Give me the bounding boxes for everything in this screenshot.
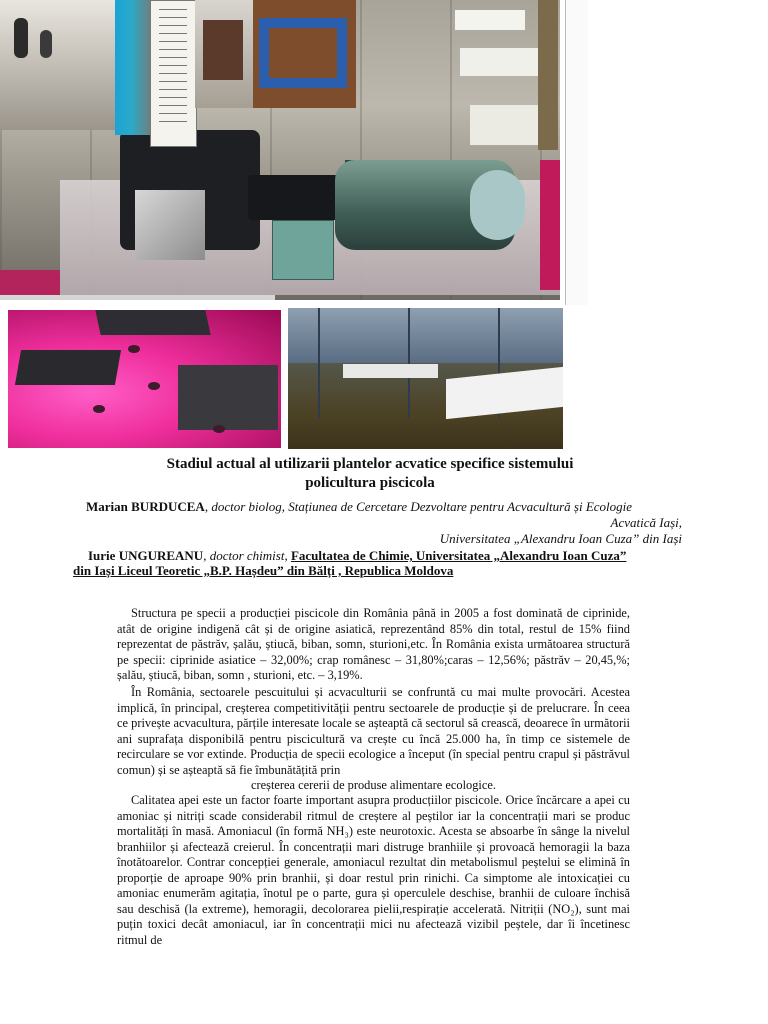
photo-border	[0, 295, 275, 300]
plant-leaf	[93, 405, 105, 413]
author-2-line-2	[73, 563, 673, 579]
plant-leaf	[128, 345, 140, 353]
blue-frame	[259, 18, 347, 88]
photo-pink-grow-lights	[8, 310, 281, 448]
motor-fan-cover	[470, 170, 525, 240]
title-line-2: policultura piscicola	[305, 475, 435, 491]
hanging-cable	[408, 308, 410, 418]
brown-component	[203, 20, 243, 80]
photo-blue-tank	[115, 0, 155, 135]
document-title	[60, 455, 680, 493]
author-1-name: Marian BURDUCEA	[86, 499, 205, 514]
author-2-affiliation: Facultatea de Chimie, Universitatea „Alexandru Ioan Cuza”	[290, 548, 627, 563]
photo-part	[195, 0, 253, 108]
control-box	[248, 175, 343, 220]
paragraph-3	[117, 793, 630, 948]
ceiling-light-reflection	[455, 10, 525, 30]
author-2-line	[88, 548, 688, 564]
plant-tray	[15, 350, 121, 385]
author-2-name: Iurie UNGUREANU	[88, 548, 204, 563]
photo-equipment-collage	[0, 0, 560, 300]
photo-blue-frame	[253, 0, 356, 108]
worker-figure	[40, 30, 52, 58]
plant-leaf	[213, 425, 225, 433]
author-1-affiliation-cont: Acvatică Iași,	[610, 515, 682, 530]
hanging-cable	[318, 308, 320, 418]
plant-tray	[178, 365, 278, 430]
switch-box	[272, 220, 334, 280]
worker-figure	[14, 18, 28, 58]
pink-light-strip	[0, 270, 60, 295]
paragraph-1	[117, 606, 630, 684]
author-1-line-3	[86, 531, 682, 547]
photo-edge	[538, 0, 558, 150]
ceiling-light-reflection	[460, 48, 540, 76]
paragraph-species-structure: Structura pe specii a producției piscicole din România până in 2005 a fost dominată de ciprinide, atât de origine indigenă cât și de origine asiatică, reprezentând 85% din total, restul de 15% fiind reprezentat de păstrăv, șalău, știucă, biban, somn, sturioni,etc. În România exista următoarea structură pe specii: ciprinide asiatice – 32,00%; crap românesc – 31,80%;caras – 12,56%; păstrăv – 20,45,%; șalău, știucă, biban, somn , sturioni, etc. – 3,19%.	[117, 606, 630, 682]
author-1-affiliation: doctor biolog, Stațiunea de Cercetare Dezvoltare pentru Acvacultură și Ecologie	[211, 499, 633, 514]
document-margin-strip	[565, 0, 588, 305]
ceiling-light-reflection	[470, 105, 540, 145]
author-1-separator: ,	[204, 499, 212, 514]
plant-leaf	[148, 382, 160, 390]
author-2-role: , doctor chimist,	[203, 548, 288, 563]
paragraph-2-end	[117, 778, 630, 794]
pink-light-strip	[540, 160, 560, 290]
paragraph-water-quality: Calitatea apei este un factor foarte important asupra producțiilor piscicole. Orice încărcare a apei cu amoniac și nitriți scade considerabil ritmul de creștere al peștilor iar la concentrații mari se produc mortalități în masă. Amoniacul (în formă NH₃) este neurotoxic. Acesta se absoarbe în sânge la nivelul branhiilor și afectează creierul. În concentrații mari distruge branhiile și provoacă hemoragii la baza înotătoarelor. Contrar concepției generale, amoniacul rezultat din metabolismul peștelui se elimină în proporție de aproape 90% prin branhii, și doar restul prin rinichi. Ca simptome ale intoxicației cu amoniac enumerăm agitația, înotul pe o parte, gura și operculele deschise, branhii de culoare închisă sau deschisă (la extreme), hemoragii, decolorarea pielii,respirație accelerată. Nitriții (NO₂), sunt mai puțin toxici decât amoniacul, iar în concentrații mici nu afectează vizibil peștele, dar îi încetinesc ritmul de	[117, 793, 630, 947]
photo-technical-drawing	[150, 0, 197, 147]
foil-wrap	[135, 190, 205, 260]
author-1-line-2	[86, 515, 682, 531]
paragraph-ecological-demand: creșterea cererii de produse alimentare ecologice.	[251, 778, 496, 792]
paragraph-challenges: În România, sectoarele pescuitului și acvaculturii se confruntă cu mai multe provocări. Acestea implică, în principal, creșterea competitivității pentru sectoarele de producție și de prelucrare. În ceea ce privește acvacultura, părțile interesate locale se așteaptă că sectorul să crească, deoarece în următorii ani suprafața disponibilă pentru piscicultură va crește cu încă 25.000 ha, în timp ce sistemele de recirculare se vor extinde. Producția de specii ecologice a început (în special pentru crapul și păstrăvul comun) și se așteaptă să fie îmbunătățită prin	[117, 685, 630, 777]
author-1-line	[86, 499, 682, 515]
photo-fish-tank	[288, 308, 563, 449]
drawing-lines	[159, 9, 187, 129]
paragraph-2	[117, 685, 630, 778]
author-1-university: Universitatea „Alexandru Ioan Cuza” din Iași	[439, 531, 682, 546]
tank-wall	[288, 308, 563, 363]
photo-workers-floor	[0, 0, 120, 130]
floating-board	[343, 364, 438, 378]
plant-tray	[95, 310, 210, 335]
title-line-1: Stadiul actual al utilizarii plantelor acvatice specifice sistemului	[166, 456, 574, 472]
author-2-school: din Iași Liceul Teoretic „B.P. Hașdeu” din Bălți , Republica Moldova	[73, 563, 454, 578]
